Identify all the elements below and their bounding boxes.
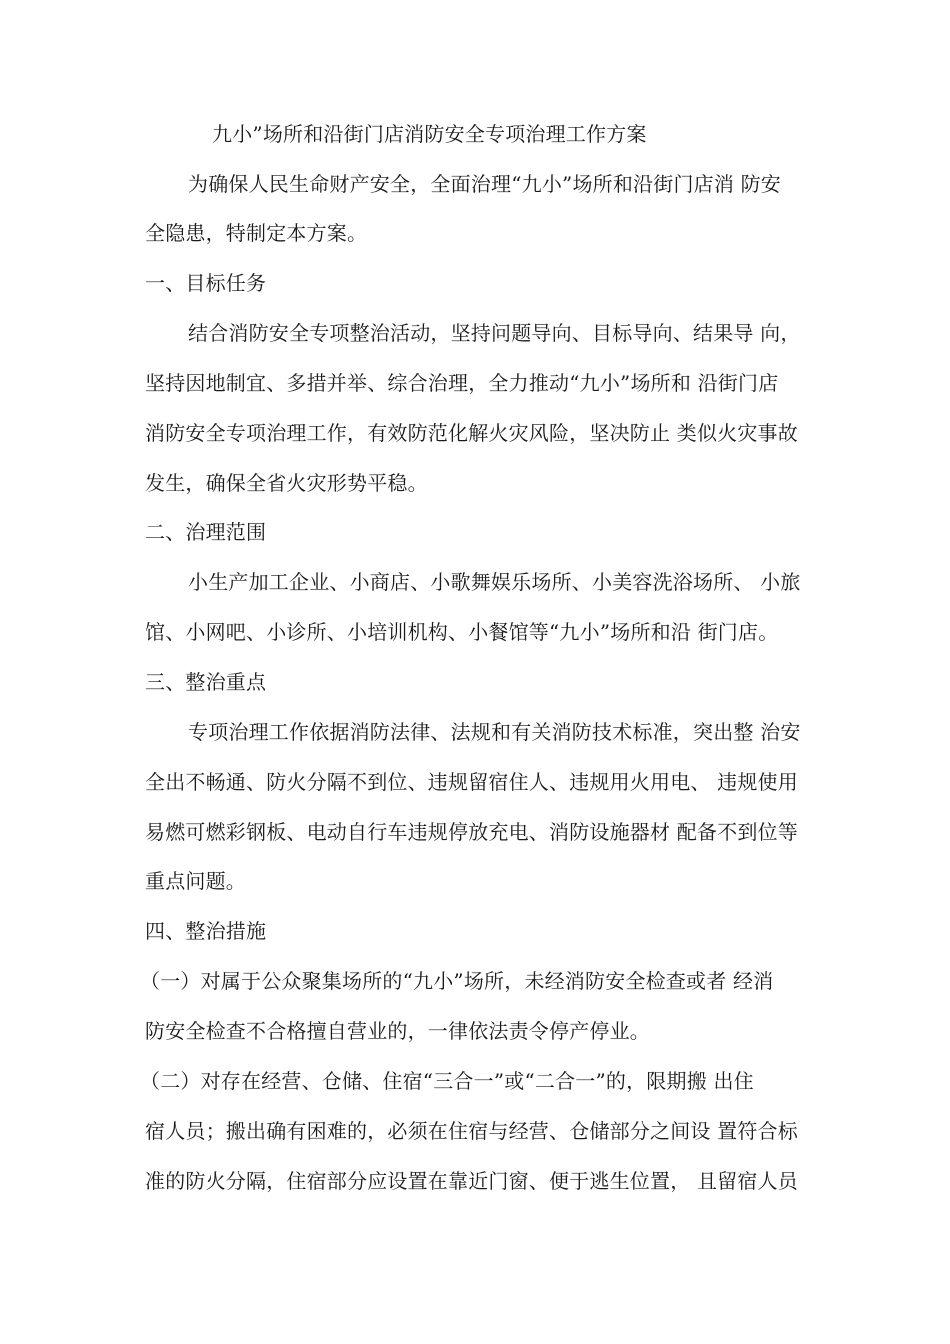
paragraph-line: 消防安全专项治理工作，有效防范化解火灾风险，坚决防止 类似火灾事故	[145, 421, 798, 445]
paragraph-line: 宿人员；搬出确有困难的，必须在住宿与经营、仓储部分之间设 置符合标	[145, 1119, 798, 1143]
section-heading-scope: 二、治理范围	[145, 520, 267, 544]
section-heading-goals: 一、目标任务	[145, 271, 267, 295]
paragraph-line: 发生，确保全省火灾形势平稳。	[145, 471, 428, 495]
paragraph-line: 专项治理工作依据消防法律、法规和有关消防技术标准，突出整 治安	[188, 720, 801, 744]
paragraph-line: 准的防火分隔，住宿部分应设置在靠近门窗、便于逃生位置， 且留宿人员	[145, 1169, 798, 1193]
document-title: 九小”场所和沿街门店消防安全专项治理工作方案	[212, 122, 647, 146]
paragraph-line: （二）对存在经营、仓储、住宿“三合一”或“二合一”的，限期搬 出住	[140, 1069, 754, 1093]
paragraph-line: 小生产加工企业、小商店、小歌舞娱乐场所、小美容洗浴场所、 小旅	[188, 570, 801, 594]
paragraph-line: 全隐患，特制定本方案。	[145, 221, 368, 245]
paragraph-line: 重点问题。	[145, 869, 246, 893]
paragraph-line: 易燃可燃彩钢板、电动自行车违规停放充电、消防设施器材 配备不到位等	[145, 820, 798, 844]
paragraph-line: 防安全检查不合格擅自营业的，一律依法责令停产停业。	[145, 1019, 650, 1043]
paragraph-line: 全出不畅通、防火分隔不到位、违规留宿住人、违规用火用电、 违规使用	[145, 770, 798, 794]
paragraph-line: 为确保人民生命财产安全，全面治理“九小”场所和沿街门店消 防安	[188, 172, 782, 196]
paragraph-line: （一）对属于公众聚集场所的“九小”场所，未经消防安全检查或者 经消	[140, 969, 774, 993]
paragraph-line: 坚持因地制宜、多措并举、综合治理，全力推动“九小”场所和 沿街门店	[145, 371, 779, 395]
section-heading-measures: 四、整治措施	[145, 919, 267, 943]
paragraph-line: 结合消防安全专项整治活动，坚持问题导向、目标导向、结果导 向，	[188, 321, 801, 345]
section-heading-focus: 三、整治重点	[145, 670, 267, 694]
paragraph-line: 馆、小网吧、小诊所、小培训机构、小餐馆等“九小”场所和沿 街门店。	[145, 620, 779, 644]
